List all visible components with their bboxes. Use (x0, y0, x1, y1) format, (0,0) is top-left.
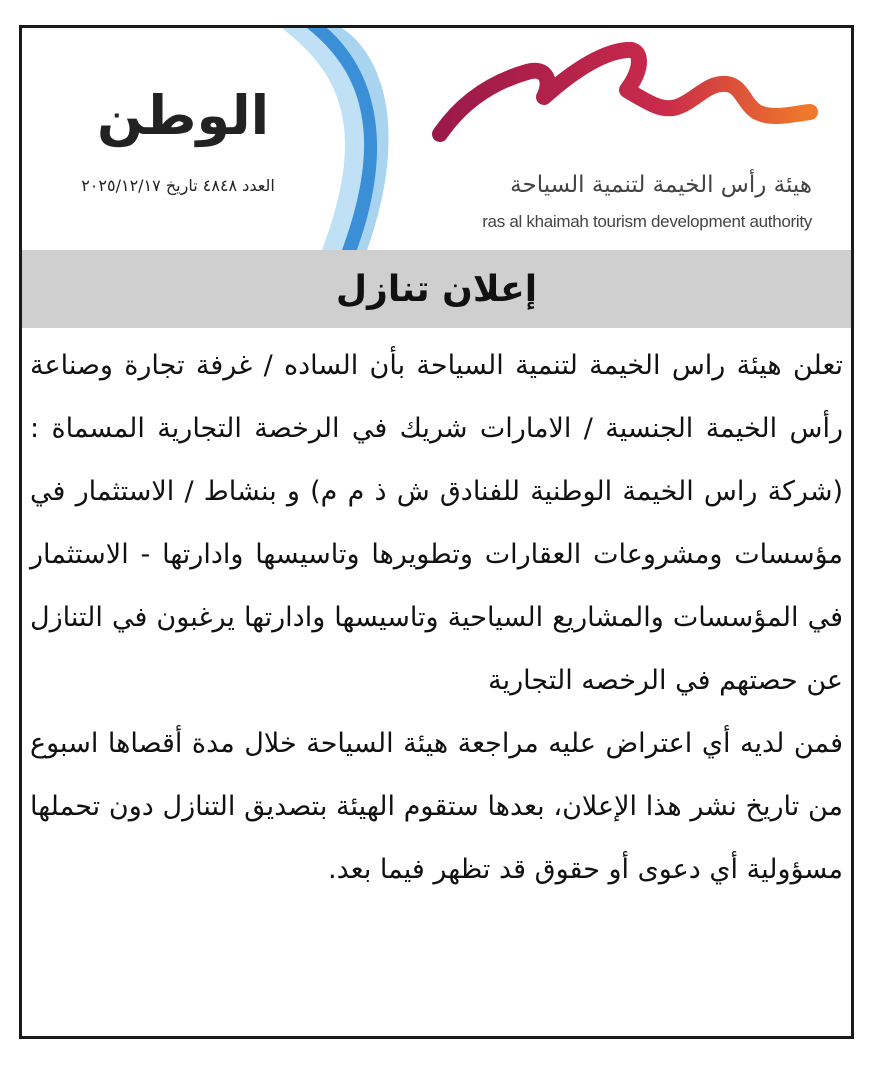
notice-title: إعلان تنازل (335, 268, 538, 310)
authority-name-arabic: هيئة رأس الخيمة لتنمية السياحة (510, 172, 812, 198)
advertisement-frame (19, 25, 854, 1039)
authority-name-english: ras al khaimah tourism development authority (482, 212, 812, 231)
notice-paragraph-1: تعلن هيئة راس الخيمة لتنمية السياحة بأن الساده / غرفة تجارة وصناعة رأس الخيمة الجنسية / الامارات شريك في الرخصة التجارية المسماة : (شركة راس الخيمة الوطنية للفنادق ش ذ م م) و بنشاط / الاستثمار في مؤسسات ومشروعات العقارات وتطويرها وتاسيسها وادارتها - الاستثمار في المؤسسات والمشاريع السياحية وتاسيسها وادارتها يرغبون في التنازل عن حصتهم في الرخصه التجارية (30, 350, 843, 696)
newspaper-ribbon-graphic (262, 28, 402, 250)
issue-number-date: العدد ٤٨٤٨ تاريخ ٢٠٢٥/١٢/١٧ (81, 176, 275, 195)
header (22, 28, 851, 250)
rak-tourism-logo-icon (432, 42, 822, 152)
title-bar (22, 250, 851, 328)
newspaper-logo: الوطن (97, 84, 270, 147)
notice-paragraph-2: فمن لديه أي اعتراض عليه مراجعة هيئة السياحة خلال مدة أقصاها اسبوع من تاريخ نشر هذا الإعلان، بعدها ستقوم الهيئة بتصديق التنازل دون تحملها مسؤولية أي دعوى أو حقوق قد تظهر فيما بعد. (30, 728, 843, 885)
notice-body (30, 334, 843, 901)
